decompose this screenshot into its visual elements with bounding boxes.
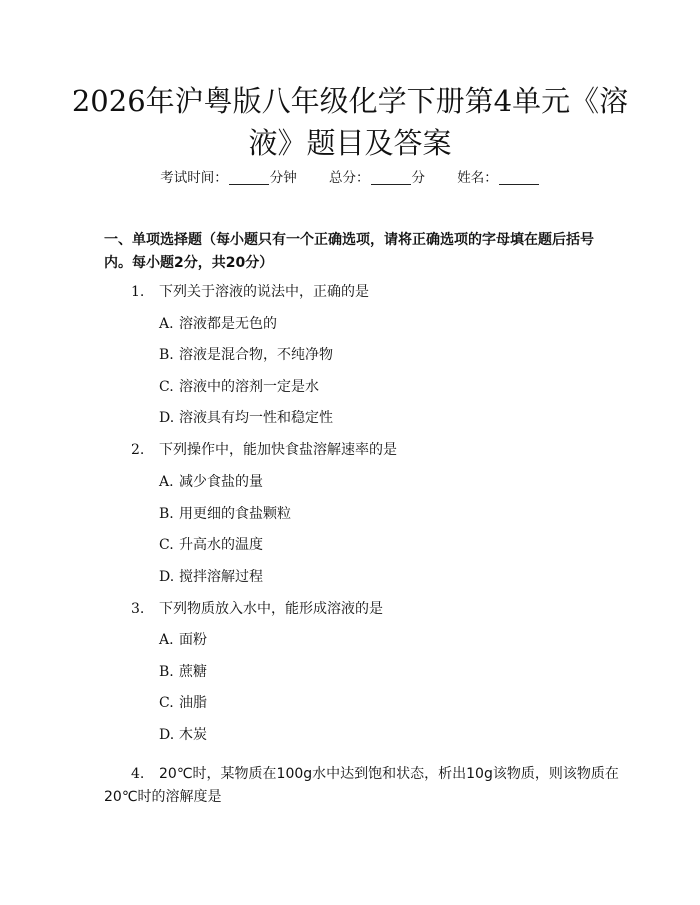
- question-2-option-b: [159, 503, 291, 525]
- option-text: 搅拌溶解过程: [179, 569, 263, 585]
- question-text: 下列关于溶液的说法中，正确的是: [159, 284, 369, 300]
- exam-time-field: [160, 170, 301, 186]
- question-2-option-c: [159, 534, 263, 556]
- total-score-label: 总分：: [329, 170, 370, 186]
- option-letter: A.: [159, 632, 174, 648]
- option-letter: A.: [159, 316, 174, 332]
- question-2-option-d: [159, 566, 263, 588]
- option-letter: C.: [159, 695, 174, 711]
- question-number: 1.: [131, 284, 145, 300]
- document-title: 2026年沪粤版八年级化学下册第4单元《溶液》题目及答案: [71, 84, 629, 160]
- option-letter: C.: [159, 537, 174, 553]
- option-text: 蔗糖: [179, 664, 207, 680]
- exam-time-unit: 分钟: [269, 170, 297, 186]
- option-text: 溶液都是无色的: [179, 316, 277, 332]
- student-name-blank: [499, 170, 539, 185]
- question-number: 3.: [131, 601, 145, 617]
- option-text: 溶液具有均一性和稳定性: [179, 410, 333, 426]
- option-letter: D.: [159, 569, 175, 585]
- question-3-option-d: [159, 724, 207, 746]
- option-text: 溶液中的溶剂一定是水: [179, 379, 319, 395]
- total-score-field: [329, 170, 429, 186]
- question-1-option-c: [159, 376, 319, 398]
- option-letter: C.: [159, 379, 174, 395]
- question-3-option-c: [159, 692, 207, 714]
- student-name-field: [457, 170, 540, 186]
- section-heading: 一、单项选择题（每小题只有一个正确选项，请将正确选项的字母填在题后括号内。每小题2分，共20分）: [104, 232, 594, 271]
- option-letter: B.: [159, 664, 174, 680]
- total-score-unit: 分: [411, 170, 425, 186]
- question-number: 4.: [131, 766, 145, 782]
- question-2: [131, 439, 397, 461]
- option-text: 面粉: [179, 632, 207, 648]
- question-2-option-a: [159, 471, 263, 493]
- question-3: [131, 598, 383, 620]
- option-text: 溶液是混合物，不纯净物: [179, 347, 333, 363]
- option-text: 减少食盐的量: [179, 474, 263, 490]
- question-1-option-d: [159, 407, 333, 429]
- question-1-option-a: [159, 313, 277, 335]
- question-1: [131, 281, 369, 303]
- question-3-option-b: [159, 661, 207, 683]
- exam-info-line: [0, 168, 700, 188]
- total-score-blank: [371, 170, 411, 185]
- question-text: 下列物质放入水中，能形成溶液的是: [159, 601, 383, 617]
- option-letter: D.: [159, 410, 175, 426]
- option-text: 油脂: [179, 695, 207, 711]
- exam-time-label: 考试时间：: [160, 170, 228, 186]
- question-1-option-b: [159, 344, 333, 366]
- option-letter: B.: [159, 506, 174, 522]
- question-text: 20℃时，某物质在100g水中达到饱和状态，析出10g该物质，则该物质在20℃时的溶解度是: [104, 766, 619, 805]
- option-letter: A.: [159, 474, 174, 490]
- exam-time-blank: [229, 170, 269, 185]
- question-number: 2.: [131, 442, 145, 458]
- student-name-label: 姓名：: [457, 170, 498, 186]
- question-text: 下列操作中，能加快食盐溶解速率的是: [159, 442, 397, 458]
- question-3-option-a: [159, 629, 207, 651]
- option-text: 升高水的温度: [179, 537, 263, 553]
- option-letter: B.: [159, 347, 174, 363]
- option-text: 用更细的食盐颗粒: [179, 506, 291, 522]
- question-4: [104, 763, 624, 809]
- option-letter: D.: [159, 727, 175, 743]
- option-text: 木炭: [179, 727, 207, 743]
